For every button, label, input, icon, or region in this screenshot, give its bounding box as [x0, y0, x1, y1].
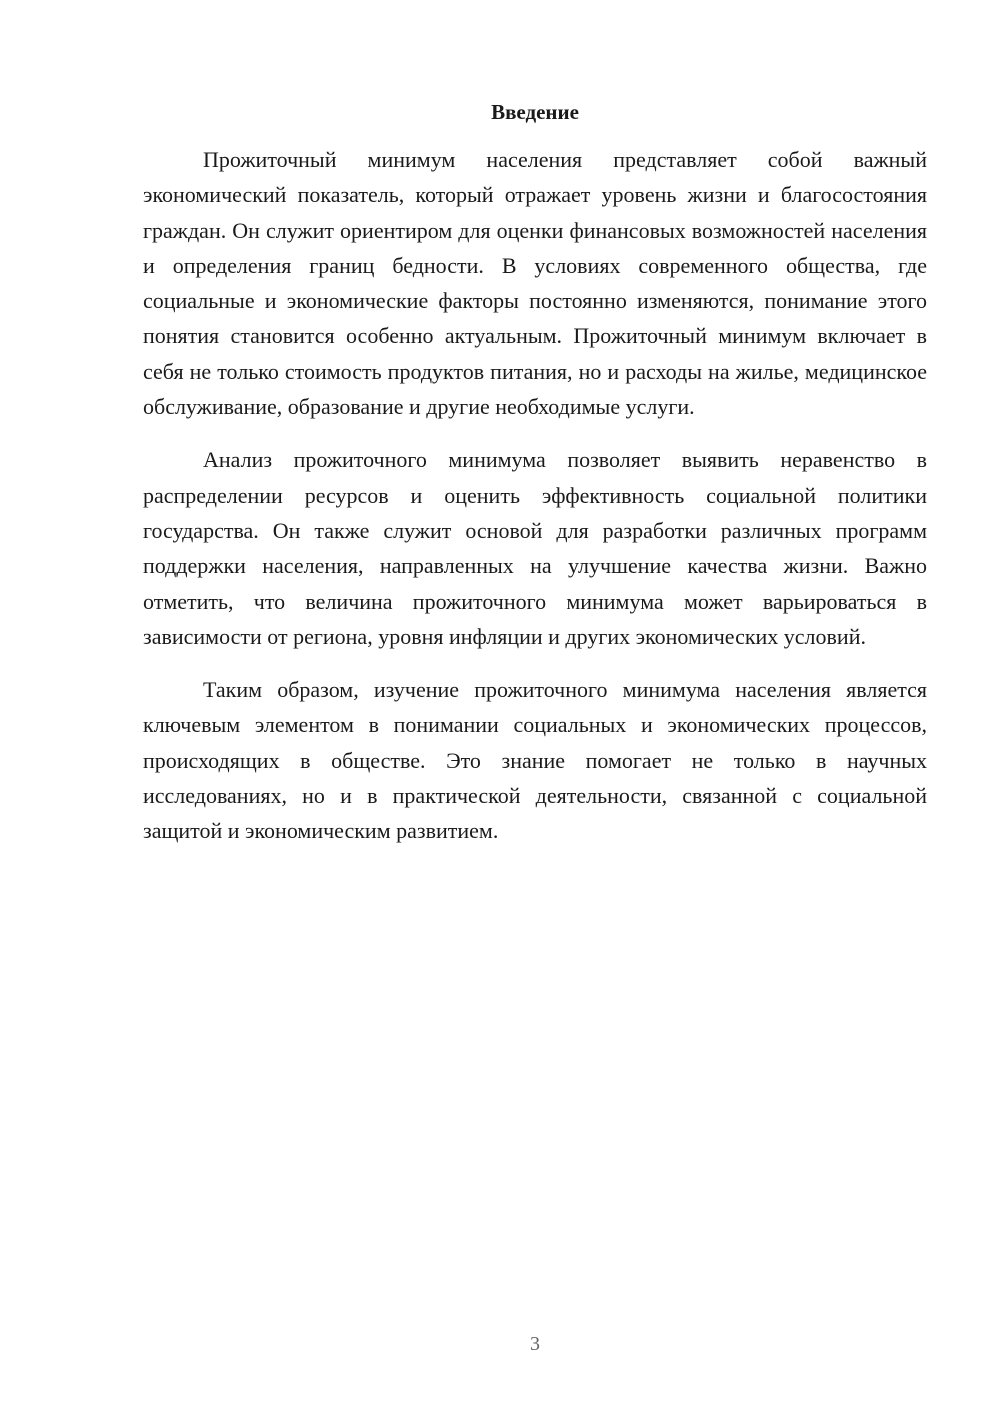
paragraph-1: Прожиточный минимум населения представляет собой важный экономический показатель, который отражает уровень жизни и благосостояния граждан. Он служит ориентиром для оценки финансовых возможностей населения и определения границ бедности. В условиях современного общества, где социальные и экономические факторы постоянно изменяются, понимание этого понятия становится особенно актуальным. Прожиточный минимум включает в себя не только стоимость продуктов питания, но и расходы на жилье, медицинское обслуживание, образование и другие необходимые услуги. [143, 147, 927, 420]
paragraph-2: Анализ прожиточного минимума позволяет выявить неравенство в распределении ресурсов и оценить эффективность социальной политики государства. Он также служит основой для разработки различных программ поддержки населения, направленных на улучшение качества жизни. Важно отметить, что величина прожиточного минимума может варьироваться в зависимости от региона, уровня инфляции и других экономических условий. [143, 447, 927, 649]
section-title: Введение [491, 100, 579, 124]
document-body [143, 142, 927, 867]
paragraph-3: Таким образом, изучение прожиточного минимума населения является ключевым элементом в понимании социальных и экономических процессов, происходящих в обществе. Это знание помогает не только в научных исследованиях, но и в практической деятельности, связанной с социальной защитой и экономическим развитием. [143, 677, 927, 844]
page-number: 3 [530, 1333, 540, 1355]
